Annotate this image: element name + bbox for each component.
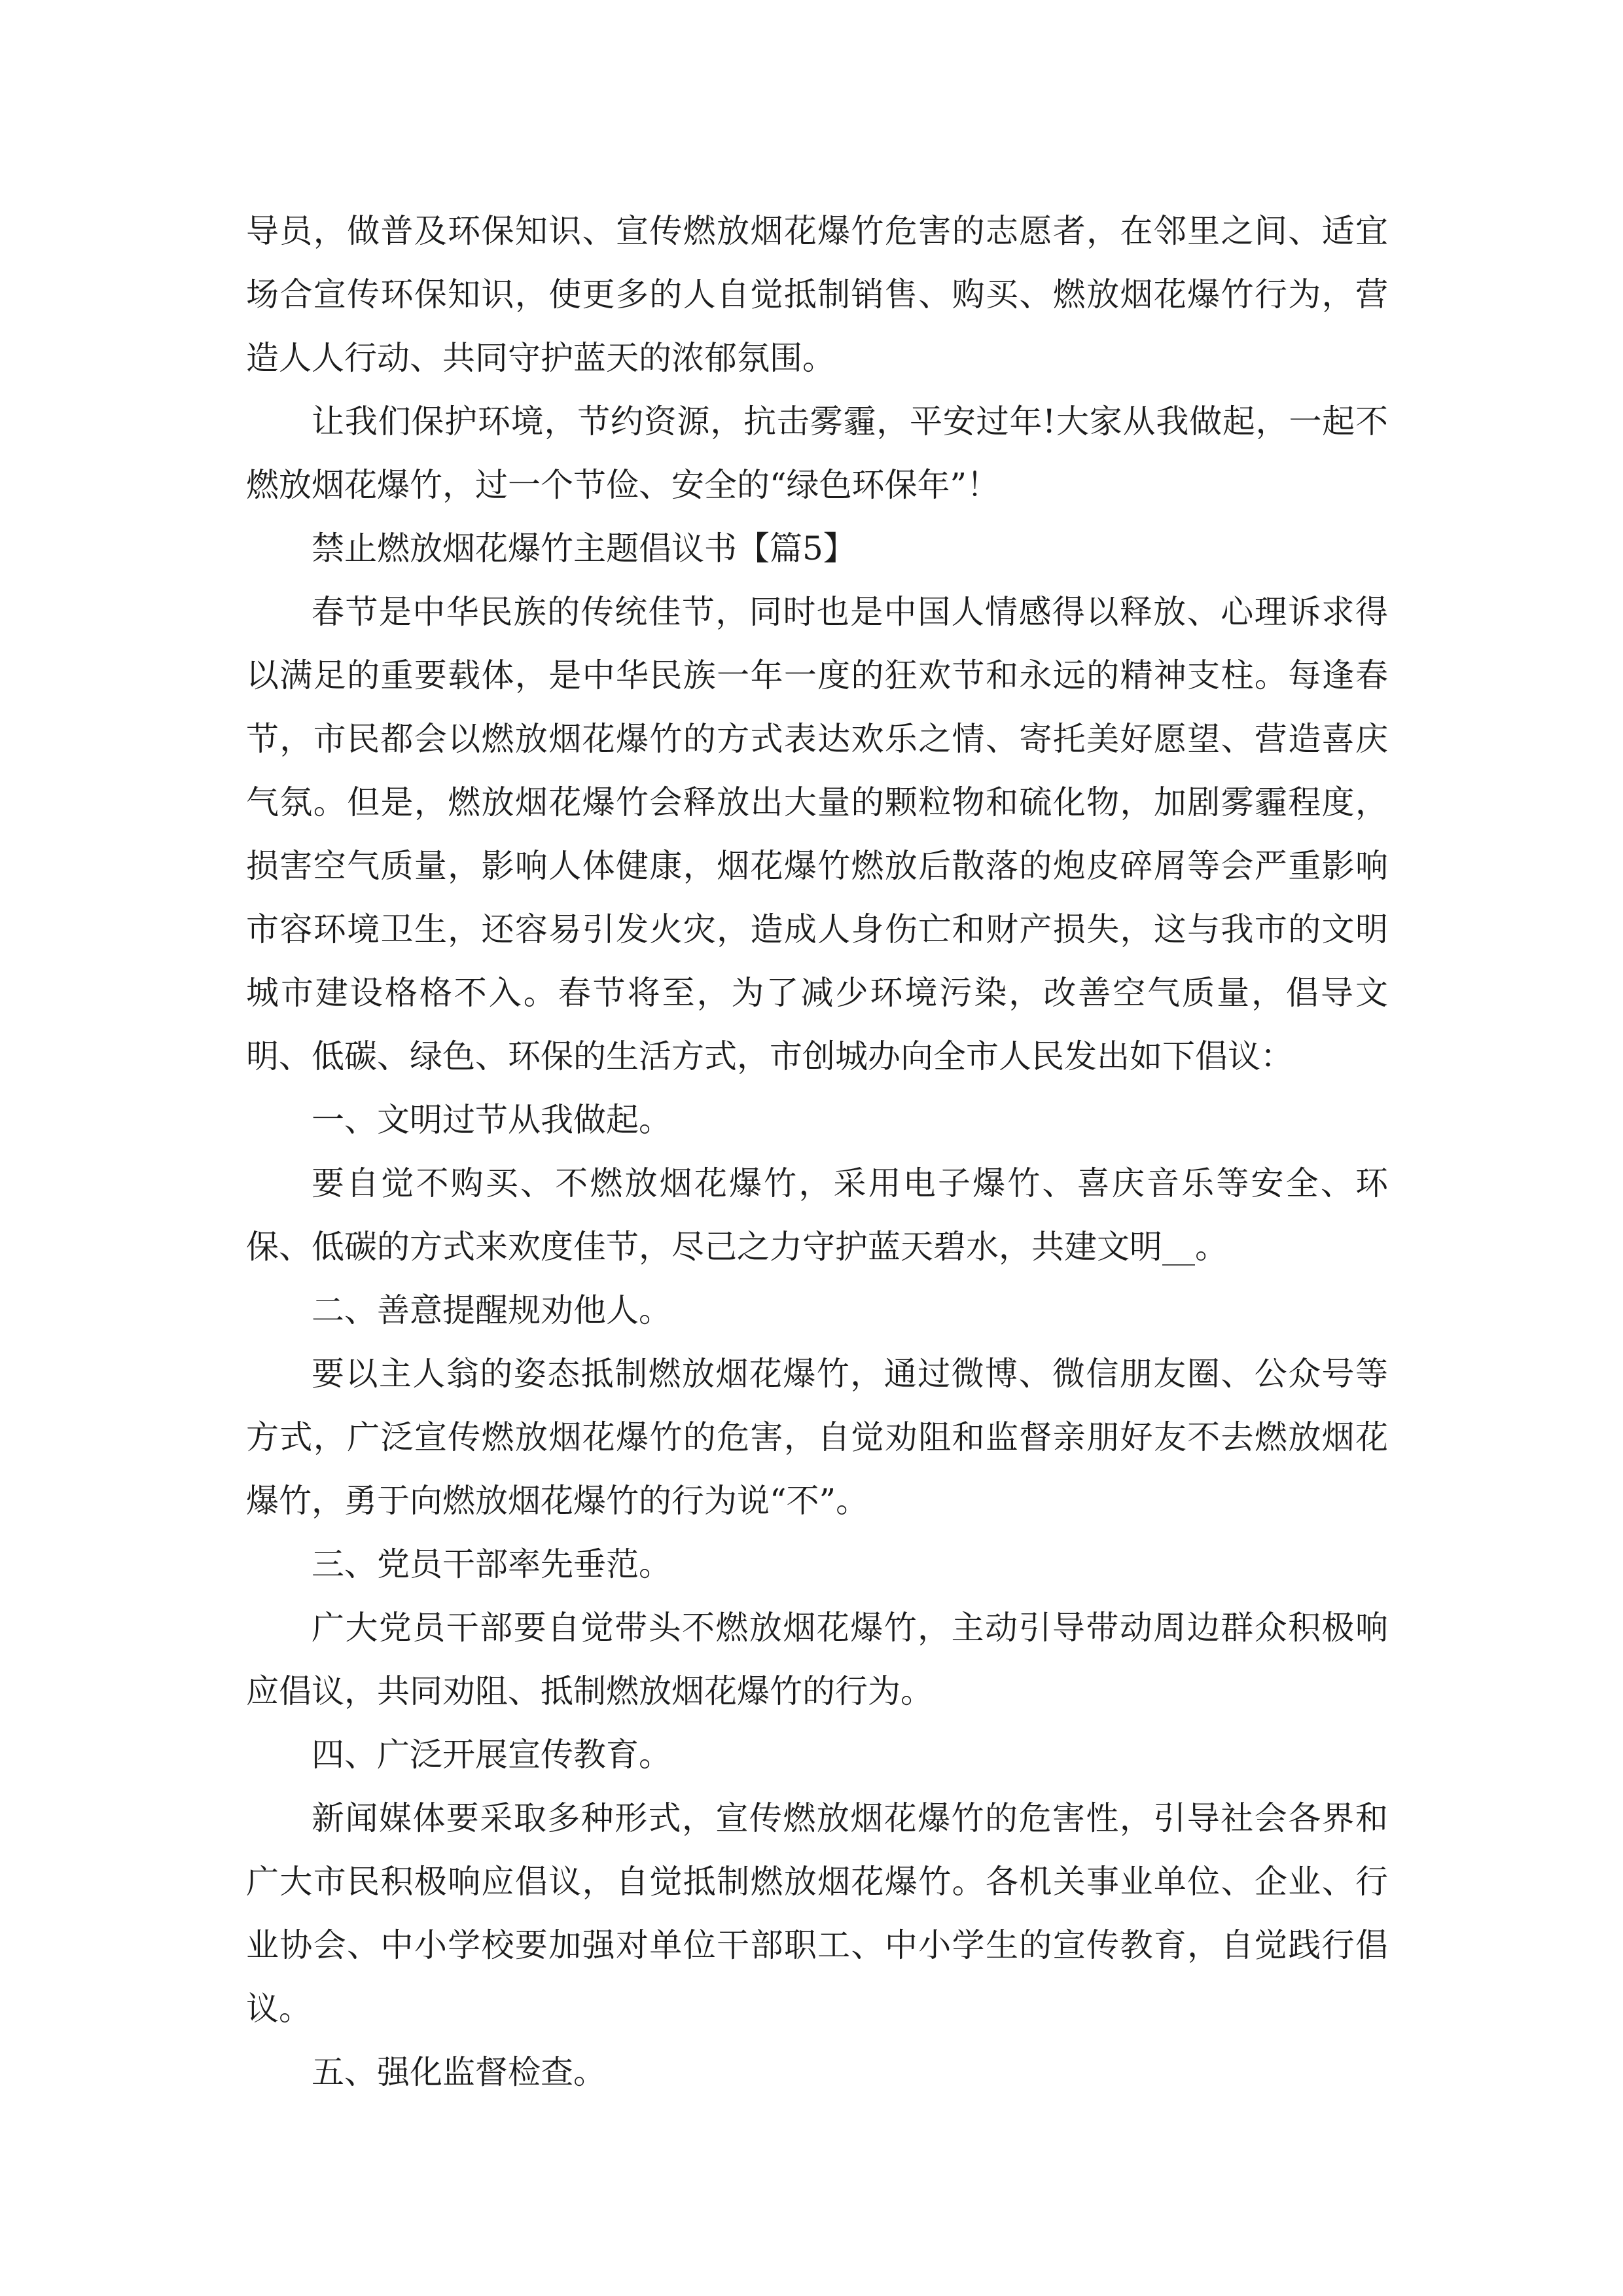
paragraph: 春节是中华民族的传统佳节，同时也是中国人情感得以释放、心理诉求得以满足的重要载体，是中华民族一年一度的狂欢节和永远的精神支柱。每逢春节，市民都会以燃放烟花爆竹的方式表达欢乐之情、寄托美好愿望、营造喜庆气氛。但是，燃放烟花爆竹会释放出大量的颗粒物和硫化物，加剧雾霾程度，损害空气质量，影响人体健康，烟花爆竹燃放后散落的炮皮碎屑等会严重影响市容环境卫生，还容易引发火灾，造成人身伤亡和财产损失，这与我市的文明城市建设格格不入。春节将至，为了减少环境污染，改善空气质量，倡导文明、低碳、绿色、环保的生活方式，市创城办向全市人民发出如下倡议： — [246, 593, 1388, 1075]
item-heading: 一、文明过节从我做起。 — [312, 1101, 671, 1139]
item-heading: 四、广泛开展宣传教育。 — [312, 1736, 671, 1774]
document-body — [246, 200, 1388, 2104]
item-heading: 二、善意提醒规劝他人。 — [312, 1291, 671, 1329]
item-heading: 五、强化监督检查。 — [312, 2053, 606, 2091]
paragraph-continuation: 导员，做普及环保知识、宣传燃放烟花爆竹危害的志愿者，在邻里之间、适宜场合宣传环保知识，使更多的人自觉抵制销售、购买、燃放烟花爆竹行为，营造人人行动、共同守护蓝天的浓郁氛围。 — [246, 212, 1388, 377]
paragraph: 让我们保护环境，节约资源，抗击雾霾，平安过年!大家从我做起，一起不燃放烟花爆竹，过一个节俭、安全的“绿色环保年”！ — [246, 403, 1388, 504]
paragraph: 要以主人翁的姿态抵制燃放烟花爆竹，通过微博、微信朋友圈、公众号等方式，广泛宣传燃放烟花爆竹的危害，自觉劝阻和监督亲朋好友不去燃放烟花爆竹，勇于向燃放烟花爆竹的行为说“不”。 — [246, 1355, 1388, 1520]
section-title: 禁止燃放烟花爆竹主题倡议书【篇5】 — [312, 529, 856, 567]
paragraph: 广大党员干部要自觉带头不燃放烟花爆竹，主动引导带动周边群众积极响应倡议，共同劝阻、抵制燃放烟花爆竹的行为。 — [246, 1609, 1388, 1710]
paragraph: 要自觉不购买、不燃放烟花爆竹，采用电子爆竹、喜庆音乐等安全、环保、低碳的方式来欢度佳节，尽己之力守护蓝天碧水，共建文明__。 — [246, 1164, 1388, 1266]
item-heading: 三、党员干部率先垂范。 — [312, 1545, 671, 1583]
paragraph: 新闻媒体要采取多种形式，宣传燃放烟花爆竹的危害性，引导社会各界和广大市民积极响应倡议，自觉抵制燃放烟花爆竹。各机关事业单位、企业、行业协会、中小学校要加强对单位干部职工、中小学生的宣传教育，自觉践行倡议。 — [246, 1799, 1388, 2028]
